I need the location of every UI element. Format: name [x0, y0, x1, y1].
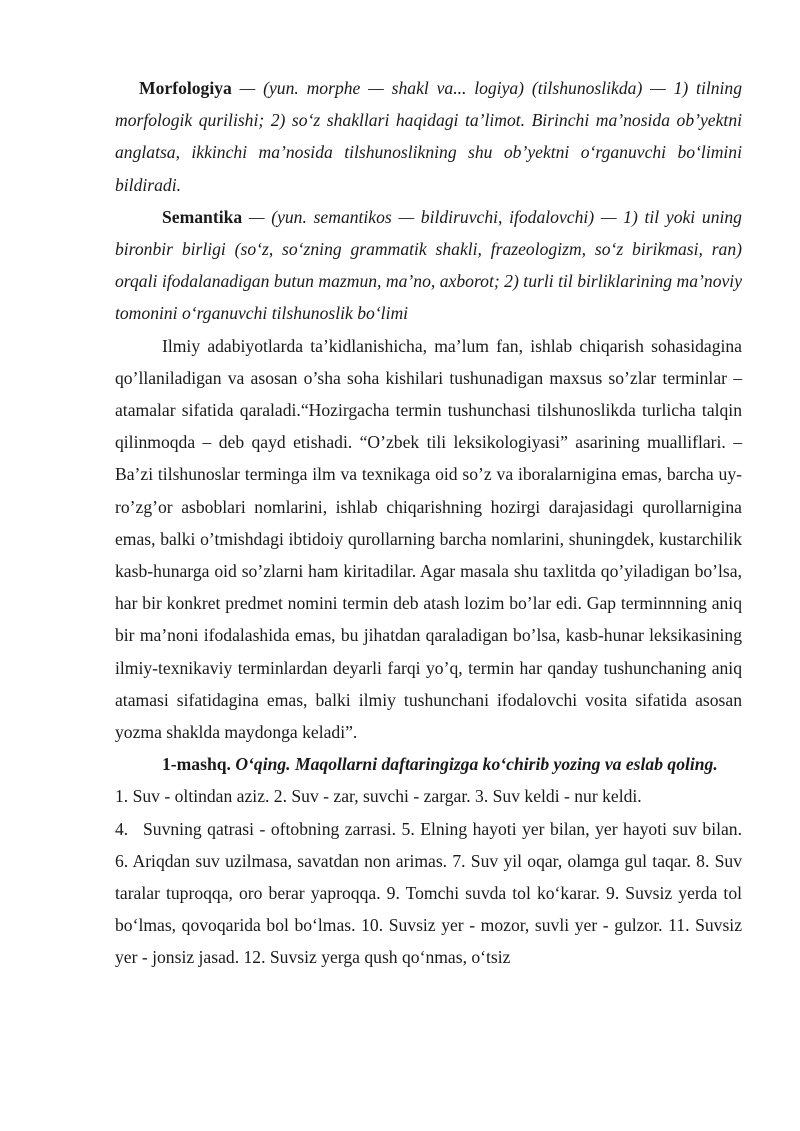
exercise-number: 1-mashq.	[162, 754, 231, 775]
proverbs-line-1: 1. Suv - oltindan aziz. 2. Suv - zar, suvchi - zargar. 3. Suv keldi - nur keldi.	[115, 786, 642, 807]
document-page	[115, 72, 742, 974]
dash-semantika: —	[242, 206, 272, 227]
proverbs-list	[115, 813, 742, 974]
term-semantika: Semantika	[162, 206, 243, 227]
term-morfologiya: Morfologiya	[139, 78, 232, 98]
main-paragraph: Ilmiy adabiyotlarda ta’kidlanishicha, ma’lum fan, ishlab chiqarish sohasidagina qo’llaniladigan va asosan o’sha soha kishilari tushunadigan maxsus so’zlar terminlar – atamalar sifatida qaraladi.“Hozirgacha termin tushunchasi tilshunoslikda turlicha talqin qilinmoqda – deb qayd etishadi. “O’zbek tili leksikologiyasi” asarining mualliflari. – Ba’zi tilshunoslar terminga ilm va texnikaga oid so’z va iboralarnigina emas, barcha uy-ro’zg’or asboblari nomlarini, ishlab chiqarishning hozirgi darajasidagi qurollarnigina emas, balki o’tmishdagi ibtidoiy qurollarning barcha nomlarini, shuningdek, kustarchilik kasb-hunarga oid so’zlarni ham kiritadilar. Agar masala shu taxlitda qo’yiladigan bo’lsa, har bir konkret predmet nomini termin deb atash lozim bo’lar edi. Gap terminnning aniq bir ma’noni ifodalashida emas, bu jihatdan qaraladigan bo’lsa, kasb-hunar leksikasining ilmiy-texnikaviy terminlardan deyarli farqi yo’q, termin har qanday tushunchaning aniq atamasi sifatidagina emas, balki ilmiy tushunchani ifodalovchi vosita sifatida asosan yozma shaklda maydonga keladi”.	[115, 335, 742, 743]
exercise-heading	[115, 748, 742, 780]
proverb-number-4: 4.	[115, 818, 129, 839]
proverbs-rest: Suvning qatrasi - oftobning zarrasi. 5. Elning hayoti yer bilan, yer hayoti suv bilan. 6. Ariqdan suv uzilmasa, savatdan non arimas. 7. Suv yil oqar, olamga gul taqar. 8. Suv taralar tuproqqa, oro berar yaproqqa. 9. Tomchi suvda tol ko‘karar. 9. Suvsiz yerda tol bo‘lmas, qovoqarida bol bo‘lmas. 10. Suvsiz yer - mozor, suvli yer - gulzor. 11. Suvsiz yer - jonsiz jasad. 12. Suvsiz yerga qush qo‘nmas, o‘tsiz	[115, 818, 742, 968]
definition-morfologiya	[115, 72, 742, 201]
definition-text-morfologiya: — (yun. morphe — shakl va... logiya) (tilshunoslikda) — 1) tilning morfologik qurilishi; 2) so‘z shakllari haqidagi ta’limot. Birinchi ma’nosida ob’yektni anglatsa, ikkinchi ma’nosida tilshunoslikning shu ob’yektni o‘rganuvchi bo‘limini bildiradi.	[115, 78, 742, 195]
exercise-instruction: O‘qing. Maqollarni daftaringizga ko‘chirib yozing va eslab qoling.	[235, 754, 718, 775]
definition-semantika	[115, 201, 742, 330]
definition-text-semantika: (yun. semantikos — bildiruvchi, ifodalovchi) — 1) til yoki uning bironbir birligi (so‘z, so‘zning grammatik shakli, frazeologizm, so‘z birikmasi, ran) orqali ifodalanadigan butun mazmun, ma’no, axborot; 2) turli til birliklarining ma’noviy tomonini o‘rganuvchi tilshunoslik bo‘limi	[115, 206, 742, 324]
